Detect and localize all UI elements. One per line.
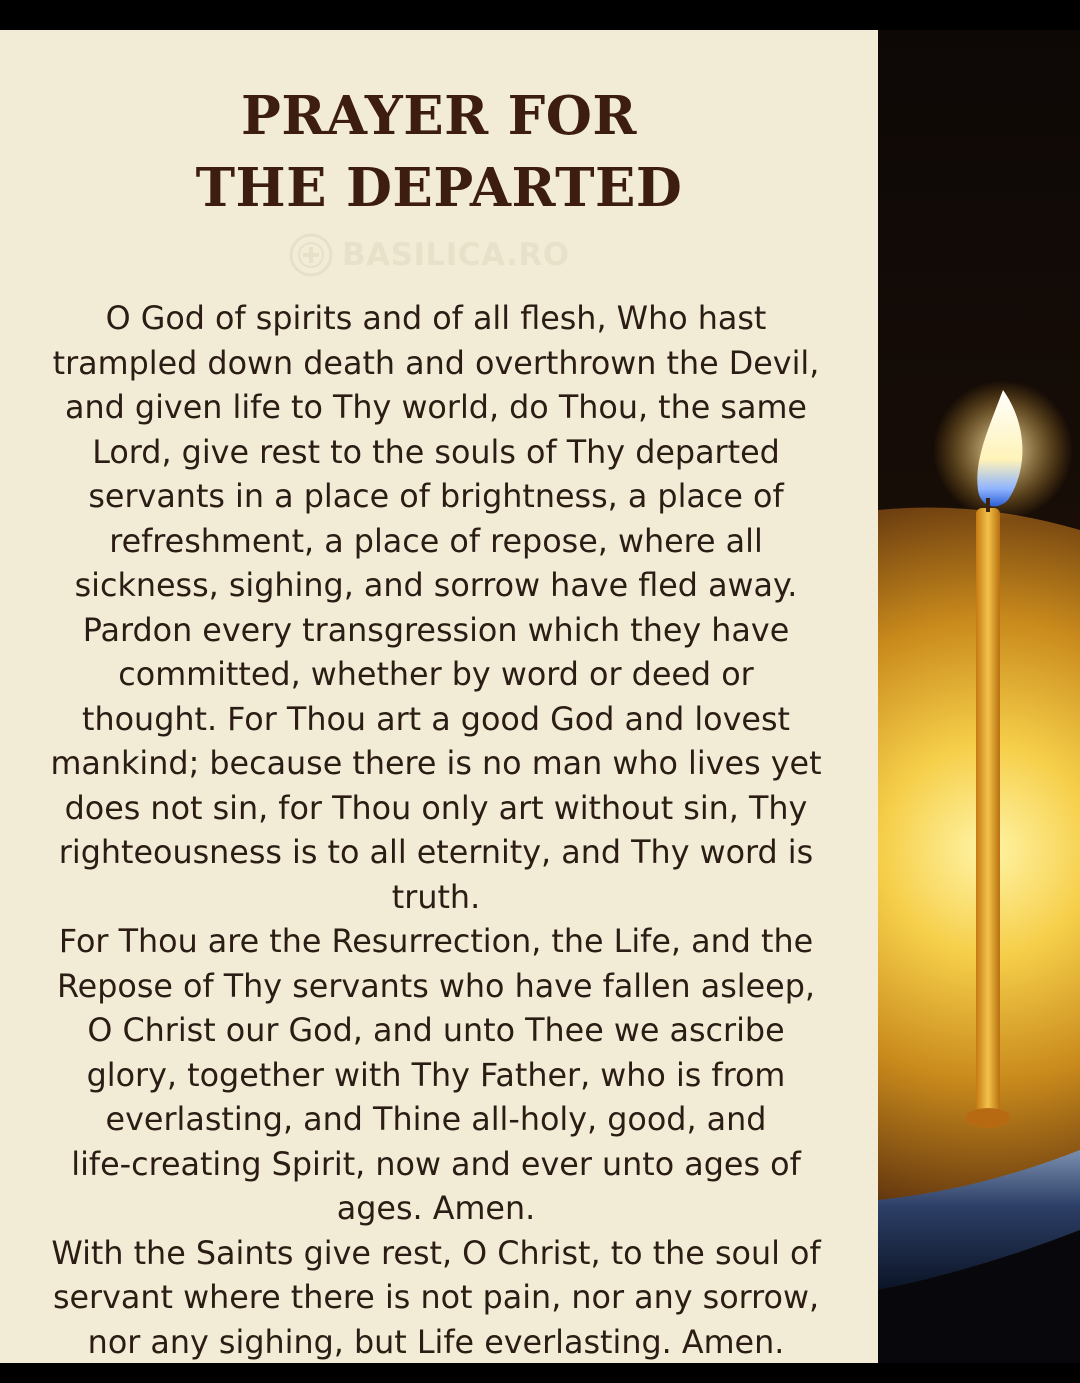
title-line-1: PRAYER FOR xyxy=(241,85,637,147)
prayer-line: life-creating Spirit, now and ever unto ages of xyxy=(71,1144,801,1183)
prayer-line: committed, whether by word or deed or xyxy=(118,655,754,693)
prayer-body xyxy=(0,296,872,1364)
prayer-line: sickness, sighing, and sorrow have fled away. xyxy=(74,566,798,604)
prayer-line: O Christ our God, and unto Thee we ascribe xyxy=(87,1011,785,1049)
prayer-line: and given life to Thy world, do Thou, the same xyxy=(65,388,807,426)
prayer-line: thought. For Thou art a good God and lovest xyxy=(82,699,790,738)
prayer-line: With the Saints give rest, O Christ, to the soul of xyxy=(51,1233,821,1272)
prayer-line: servant where there is not pain, nor any sorrow, xyxy=(52,1278,820,1316)
prayer-line: truth. xyxy=(391,877,481,916)
prayer-line: Repose of Thy servants who have fallen asleep, xyxy=(57,966,815,1005)
prayer-line: righteousness is to all eternity, and Thy word is xyxy=(58,833,814,871)
candle-image xyxy=(878,30,1080,1363)
prayer-line: ages. Amen. xyxy=(336,1189,536,1227)
prayer-line: For Thou are the Resurrection, the Life, and the xyxy=(58,922,814,960)
prayer-line: Pardon every transgression which they have xyxy=(82,610,790,649)
prayer-line: nor any sighing, but Life everlasting. Amen. xyxy=(87,1322,785,1361)
prayer-line: mankind; because there is no man who lives yet xyxy=(50,744,822,782)
prayer-line: trampled down death and overthrown the Devil, xyxy=(52,343,820,382)
cross-circle-icon xyxy=(288,232,334,278)
prayer-line: glory, together with Thy Father, who is from xyxy=(86,1055,786,1094)
title-line-2: THE DEPARTED xyxy=(195,157,683,219)
watermark xyxy=(288,230,570,280)
bottom-frame-bar xyxy=(0,1363,1080,1383)
candle-photo xyxy=(878,30,1080,1363)
prayer-line: servants in a place of brightness, a place of xyxy=(88,477,784,515)
prayer-line: refreshment, a place of repose, where all xyxy=(109,521,763,560)
watermark-text: BASILICA.RO xyxy=(342,237,570,273)
prayer-title xyxy=(0,80,878,224)
prayer-line: everlasting, and Thine all-holy, good, and xyxy=(105,1100,767,1138)
prayer-line: does not sin, for Thou only art without sin, Thy xyxy=(64,788,808,827)
prayer-line: Lord, give rest to the souls of Thy departed xyxy=(92,432,780,471)
prayer-card xyxy=(0,30,878,1363)
prayer-line: O God of spirits and of all flesh, Who hast xyxy=(105,299,767,337)
top-frame-bar xyxy=(0,0,1080,30)
